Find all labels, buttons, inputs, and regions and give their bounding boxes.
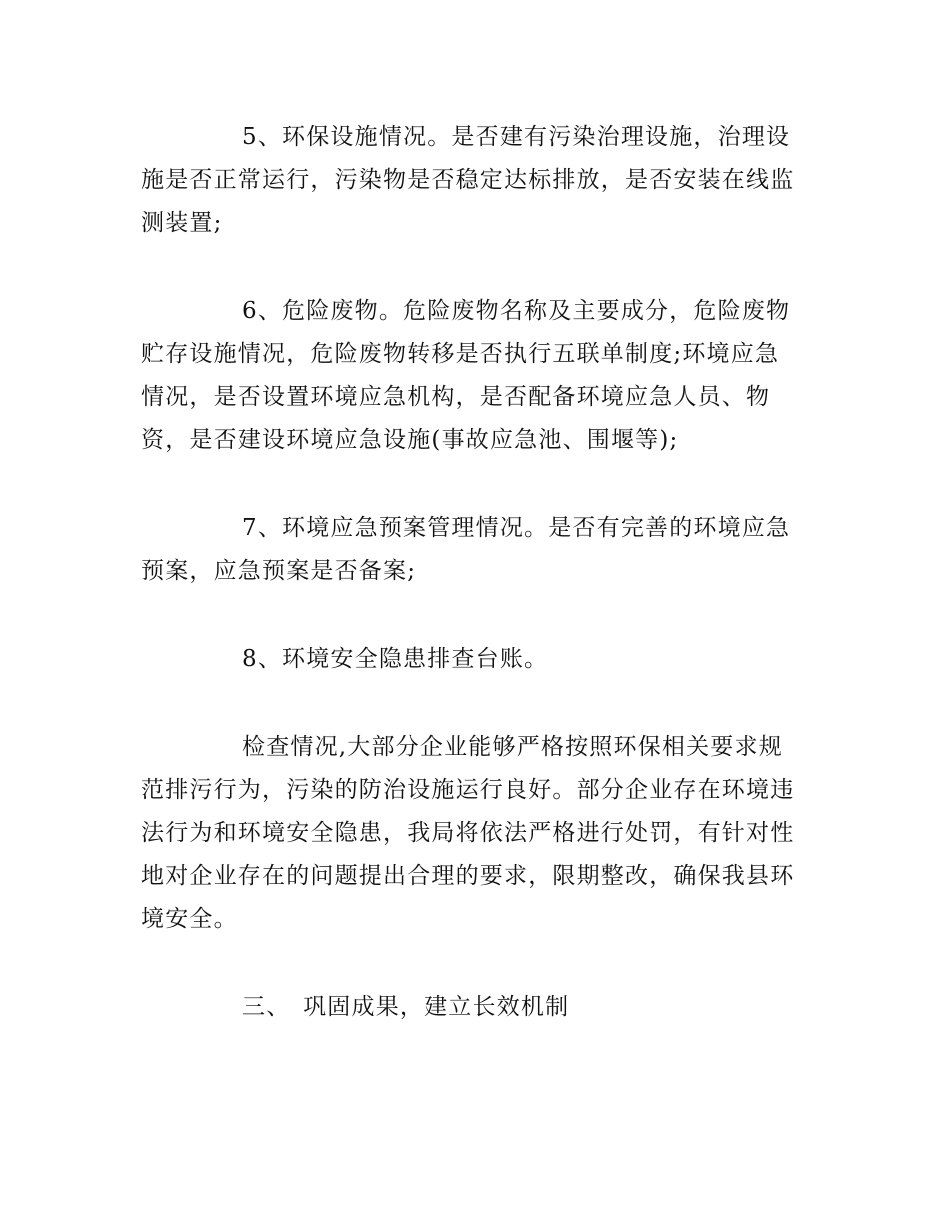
paragraph-check-line-1: 检查情况,大部分企业能够严格按照环保相关要求规	[242, 734, 783, 760]
paragraph-5-line-2: 施是否正常运行，污染物是否稳定达标排放，是否安装在线监	[141, 167, 795, 193]
paragraph-8-line-1: 8、环境安全隐患排查台账。	[242, 646, 549, 672]
paragraph-7-line-2: 预案，应急预案是否备案;	[141, 558, 417, 584]
paragraph-5-line-1: 5、环保设施情况。是否建有污染治理设施，治理设	[242, 124, 791, 150]
paragraph-6-line-4: 资，是否建设环境应急设施(事故应急池、围堰等);	[141, 427, 679, 453]
paragraph-6-line-1: 6、危险废物。危险废物名称及主要成分，危险废物	[242, 298, 791, 324]
paragraph-5-line-3: 测装置;	[141, 210, 223, 236]
paragraph-7-line-1: 7、环境应急预案管理情况。是否有完善的环境应急	[242, 515, 791, 541]
paragraph-6-line-2: 贮存设施情况，危险废物转移是否执行五联单制度;环境应急	[141, 341, 780, 367]
paragraph-check-line-4: 地对企业存在的问题提出合理的要求，限期整改，确保我县环	[141, 863, 795, 889]
paragraph-check-line-2: 范排污行为，污染的防治设施运行良好。部分企业存在环境违	[141, 777, 795, 803]
paragraph-check-line-5: 境安全。	[141, 906, 238, 932]
section-heading: 三、 巩固成果，建立长效机制	[242, 994, 570, 1020]
paragraph-6-line-3: 情况，是否设置环境应急机构，是否配备环境应急人员、物	[141, 384, 771, 410]
paragraph-check-line-3: 法行为和环境安全隐患，我局将依法严格进行处罚，有针对性	[141, 820, 795, 846]
